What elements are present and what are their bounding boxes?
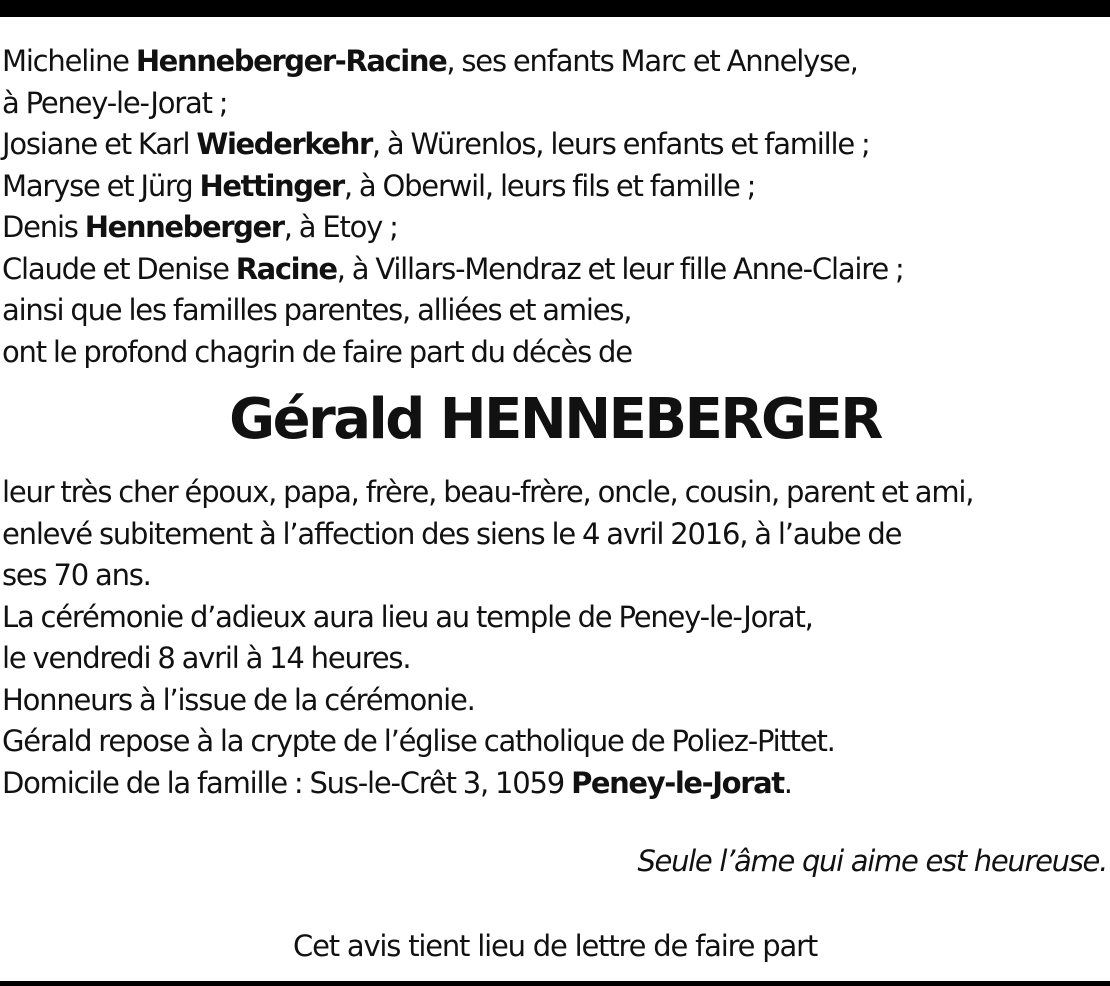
- details-line: le vendredi 8 avril à 14 heures.: [2, 641, 411, 675]
- family-line: ont le profond chagrin de faire part du décès de: [2, 334, 632, 369]
- family-surname: Henneberger-Racine: [135, 44, 447, 78]
- family-line: Maryse et Jürg Hettinger, à Oberwil, leurs fils et famille ;: [2, 168, 756, 203]
- details-line: ses 70 ans.: [2, 558, 151, 592]
- family-surname: Hettinger: [199, 168, 344, 203]
- family-announcement: [2, 41, 1108, 373]
- family-surname: Henneberger: [84, 210, 284, 244]
- details-line: Domicile de la famille : Sus-le-Crêt 3, 1059 Peney-le-Jorat.: [2, 765, 792, 800]
- details-line: leur très cher époux, papa, frère, beau-frère, oncle, cousin, parent et ami,: [2, 475, 974, 509]
- family-line: Josiane et Karl Wiederkehr, à Würenlos, leurs enfants et famille ;: [2, 127, 870, 161]
- family-line: Denis Henneberger, à Etoy ;: [2, 210, 398, 244]
- family-line: Micheline Henneberger-Racine, ses enfants Marc et Annelyse,: [2, 44, 858, 78]
- family-home-town: Peney-le-Jorat: [571, 765, 784, 800]
- footer-note: Cet avis tient lieu de lettre de faire part: [293, 929, 817, 963]
- details-line: Honneurs à l’issue de la cérémonie.: [2, 682, 475, 717]
- top-border-rule: [0, 0, 1110, 17]
- bottom-border-rule: [0, 981, 1110, 986]
- family-line: à Peney-le-Jorat ;: [2, 85, 228, 120]
- details-line: Gérald repose à la crypte de l’église catholique de Poliez-Pittet.: [2, 724, 835, 758]
- memorial-quote: Seule l’âme qui aime est heureuse.: [637, 844, 1107, 878]
- family-line: Claude et Denise Racine, à Villars-Mendraz et leur fille Anne-Claire ;: [2, 251, 904, 286]
- family-surname: Wiederkehr: [196, 127, 372, 161]
- family-line: ainsi que les familles parentes, alliées et amies,: [2, 293, 632, 327]
- details-line: La cérémonie d’adieux aura lieu au temple de Peney-le-Jorat,: [2, 599, 813, 634]
- family-surname: Racine: [235, 251, 337, 286]
- obituary-details: [2, 472, 1108, 804]
- deceased-name: Gérald HENNEBERGER: [229, 387, 881, 452]
- details-line: enlevé subitement à l’affection des siens le 4 avril 2016, à l’aube de: [2, 516, 902, 551]
